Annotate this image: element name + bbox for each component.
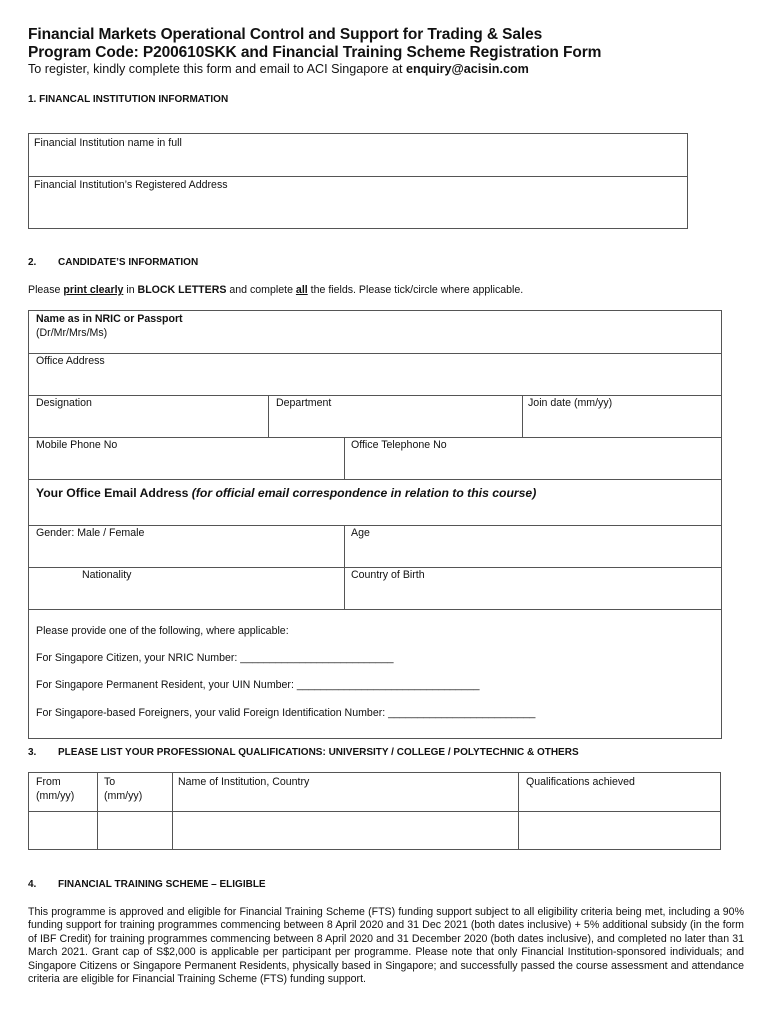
uin-number-field: For Singapore Permanent Resident, your UIN Number: _______________________________ [36,679,480,691]
subtitle-text: To register, kindly complete this form and email to ACI Singapore at [28,62,406,76]
mobile-phone-label: Mobile Phone No [36,439,118,451]
section3-heading [28,747,579,758]
contact-email-link[interactable]: enquiry@acisin.com [406,62,529,76]
candidate-info-table [28,310,722,739]
instr-part: Please [28,284,64,296]
fts-eligibility-paragraph: This programme is approved and eligible for Financial Training Scheme (FTS) funding support subject to all eligibility criteria being met, including a 90% funding support for training programmes commencing between 8 April 2020 and 31 Dec 2021 (both dates inclusive) + 5% additional subsidy (in the form of IBF Credit) for training programmes commencing between 8 April 2020 and 31 December 2020 (both dates inclusive), and completed no later than 31 March 2021. Grant cap of S$2,000 is applicable per participant per programme. Please note that only Financial Institution-sponsored individuals; and Singapore Citizens or Singapore Permanent Residents, physically based in Singapore; and successfully passed the course assessment and attendance criteria are eligible for Financial Training Scheme (FTS) funding support. [28,906,744,986]
form-title-line2: Program Code: P200610SKK and Financial Training Scheme Registration Form [28,44,602,61]
name-sublabel: (Dr/Mr/Mrs/Ms) [36,327,108,339]
office-telephone-label: Office Telephone No [351,439,447,451]
table-divider [29,395,721,396]
section2-number: 2. [28,257,37,268]
office-email-label [36,486,536,500]
id-intro-text: Please provide one of the following, where applicable: [36,625,289,637]
instr-emphasis: all [295,284,308,296]
join-date-label: Join date (mm/yy) [528,397,613,409]
section4-number: 4. [28,879,37,890]
col-to-header: To [104,776,116,788]
col-qualification-header: Qualifications achieved [526,776,635,788]
age-label: Age [351,527,370,539]
instr-part: the fields. Please tick/circle where applicable. [307,284,524,296]
form-title-line1: Financial Markets Operational Control and Support for Trading & Sales [28,26,543,43]
col-institution-header: Name of Institution, Country [178,776,310,788]
section4-title: FINANCIAL TRAINING SCHEME – ELIGIBLE [58,879,266,890]
email-label-text: Your Office Email Address [36,486,192,500]
designation-label: Designation [36,397,92,409]
section3-number: 3. [28,747,37,758]
table-divider [29,353,721,354]
col-from-header: From [36,776,61,788]
instr-part: and complete [226,284,296,296]
table-divider [344,437,345,479]
country-of-birth-label: Country of Birth [351,569,425,581]
gender-label: Gender: Male / Female [36,527,145,539]
institution-address-label: Financial Institution’s Registered Address [34,179,228,191]
table-divider [522,395,523,437]
col-to-subheader: (mm/yy) [104,790,143,802]
table-divider [29,176,687,177]
table-divider [29,811,720,812]
section3-title: PLEASE LIST YOUR PROFESSIONAL QUALIFICATIONS: UNIVERSITY / COLLEGE / POLYTECHNIC & OTHERS [58,747,579,758]
section2-heading [28,257,198,268]
table-divider [268,395,269,437]
form-subtitle [28,62,529,76]
instr-emphasis: print clearly [63,284,124,296]
section2-title: CANDIDATE’S INFORMATION [58,257,199,268]
section2-instruction [28,284,523,296]
institution-info-table [28,133,688,229]
qualifications-table [28,772,721,850]
email-label-note: (for official email correspondence in relation to this course) [191,486,537,500]
foreign-id-number-field: For Singapore-based Foreigners, your valid Foreign Identification Number: _________________________ [36,707,536,719]
institution-name-label: Financial Institution name in full [34,137,182,149]
col-from-subheader: (mm/yy) [36,790,75,802]
instr-part: in [123,284,138,296]
section1-heading: 1. FINANCAL INSTITUTION INFORMATION [28,94,229,105]
table-divider [29,609,721,610]
instr-emphasis: BLOCK LETTERS [137,284,227,296]
email-row [29,479,721,525]
nric-number-field: For Singapore Citizen, your NRIC Number: __________________________ [36,652,394,664]
name-label: Name as in NRIC or Passport [36,313,183,325]
nationality-label: Nationality [82,569,132,581]
section4-heading [28,879,266,890]
office-address-label: Office Address [36,355,105,367]
department-label: Department [276,397,332,409]
